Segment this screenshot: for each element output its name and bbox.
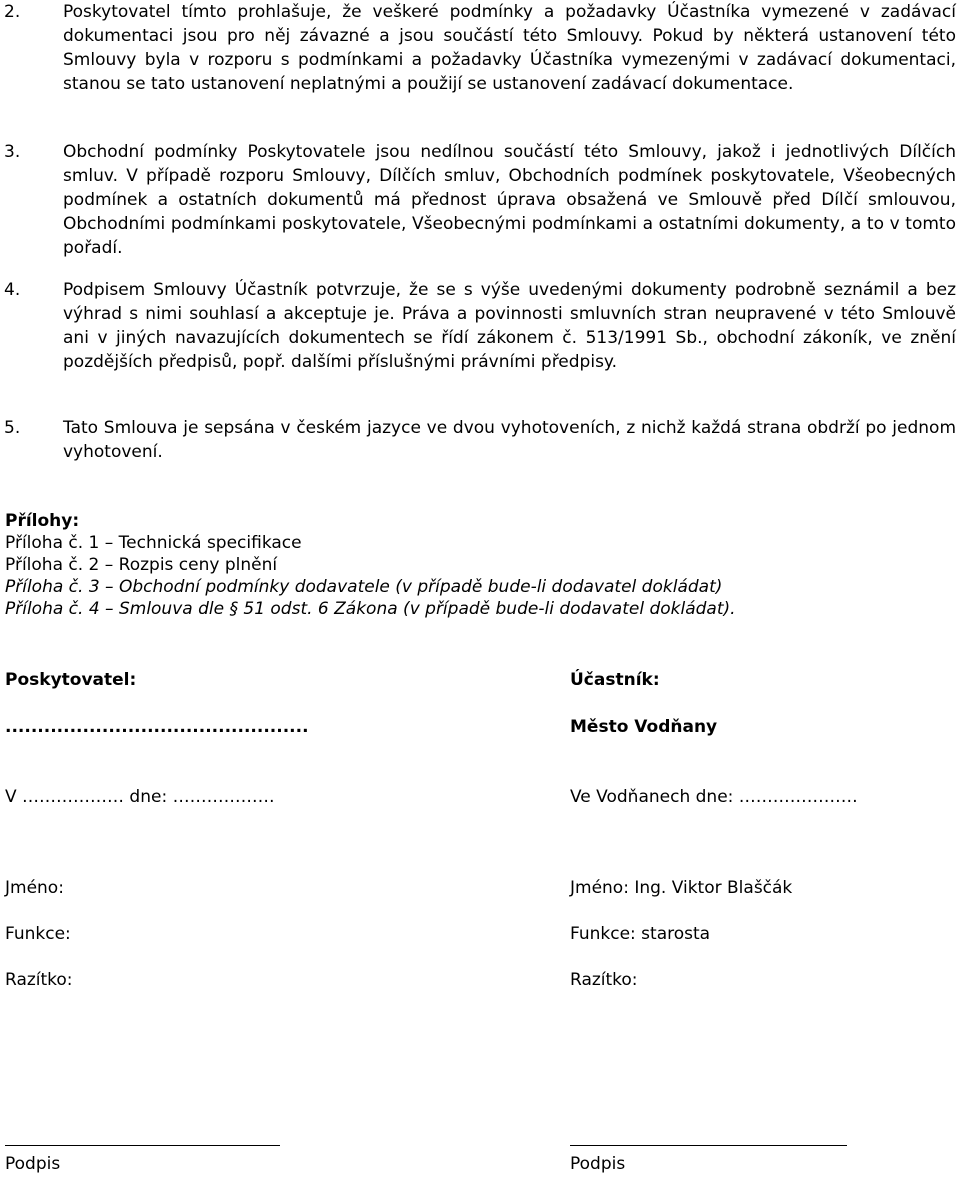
provider-razitko: Razítko:	[5, 970, 73, 990]
clause-number: 2.	[4, 2, 21, 22]
clause-text: Tato Smlouva je sepsána v českém jazyce ve dvou vyhotoveních, z nichž každá strana obdrží po jednom vyhotovení.	[63, 418, 956, 462]
clause-text: Podpisem Smlouvy Účastník potvrzuje, že se s výše uvedenými dokumenty podrobně seznámil a bez výhrad s nimi souhlasí a akceptuje je. Práva a povinnosti smluvních stran neupravené v této Smlouvě ani v jiných navazujících dokumentech se řídí zákonem č. 513/1991 Sb., obchodní zákoník, ve znění pozdějších předpisů, popř. dalšími příslušnými právními předpisy.	[63, 280, 956, 372]
participant-signature-line	[570, 1145, 847, 1146]
clause-number: 5.	[4, 418, 21, 438]
participant-podpis: Podpis	[570, 1154, 626, 1174]
clause-number: 3.	[4, 142, 21, 162]
clause-text: Obchodní podmínky Poskytovatele jsou nedílnou součástí této Smlouvy, jakož i jednotlivých Dílčích smluv. V případě rozporu Smlouvy, Dílčích smluv, Obchodních podmínek poskytovatele, Všeobecných podmínek a ostatních dokumentů má přednost úprava obsažená ve Smlouvě před Dílčí smlouvou, Obchodními podmínkami poskytovatele, Všeobecnými podmínkami a ostatními dokumenty, a to v tomto pořadí.	[63, 142, 956, 258]
participant-razitko: Razítko:	[570, 970, 638, 990]
clause-5	[4, 416, 956, 464]
attachments-section	[5, 510, 736, 620]
clause-number: 4.	[4, 280, 21, 300]
attachment-item: Příloha č. 4 – Smlouva dle § 51 odst. 6 Zákona (v případě bude-li dodavatel dokládat).	[5, 599, 736, 619]
provider-podpis: Podpis	[5, 1154, 61, 1174]
provider-heading: Poskytovatel:	[5, 670, 137, 690]
provider-signature-line	[5, 1145, 280, 1146]
clause-2	[4, 0, 956, 96]
provider-funkce: Funkce:	[5, 924, 71, 944]
clause-4	[4, 278, 956, 374]
clause-text: Poskytovatel tímto prohlašuje, že veškeré podmínky a požadavky Účastníka vymezené v zadávací dokumentaci jsou pro něj závazné a jsou součástí této Smlouvy. Pokud by některá ustanovení této Smlouvy byla v rozporu s podmínkami a požadavky Účastníka vymezenými v zadávací dokumentaci, stanou se tato ustanovení neplatnými a použijí se ustanovení zadávací dokumentace.	[63, 2, 956, 94]
participant-jmeno: Jméno: Ing. Viktor Blaščák	[570, 878, 793, 898]
attachments-title: Přílohy:	[5, 511, 80, 531]
participant-funkce: Funkce: starosta	[570, 924, 711, 944]
provider-jmeno: Jméno:	[5, 878, 64, 898]
participant-heading: Účastník:	[570, 670, 660, 690]
attachment-item: Příloha č. 1 – Technická specifikace	[5, 533, 302, 553]
attachment-item: Příloha č. 3 – Obchodní podmínky dodavatele (v případě bude-li dodavatel dokládat)	[5, 577, 723, 597]
provider-name: ...............................................	[5, 717, 309, 737]
provider-place-date: V ……………… dne: ………………	[5, 787, 275, 807]
participant-place-date: Ve Vodňanech dne: …………………	[570, 787, 858, 807]
clause-3	[4, 140, 956, 260]
attachment-item: Příloha č. 2 – Rozpis ceny plnění	[5, 555, 278, 575]
participant-name: Město Vodňany	[570, 717, 718, 737]
